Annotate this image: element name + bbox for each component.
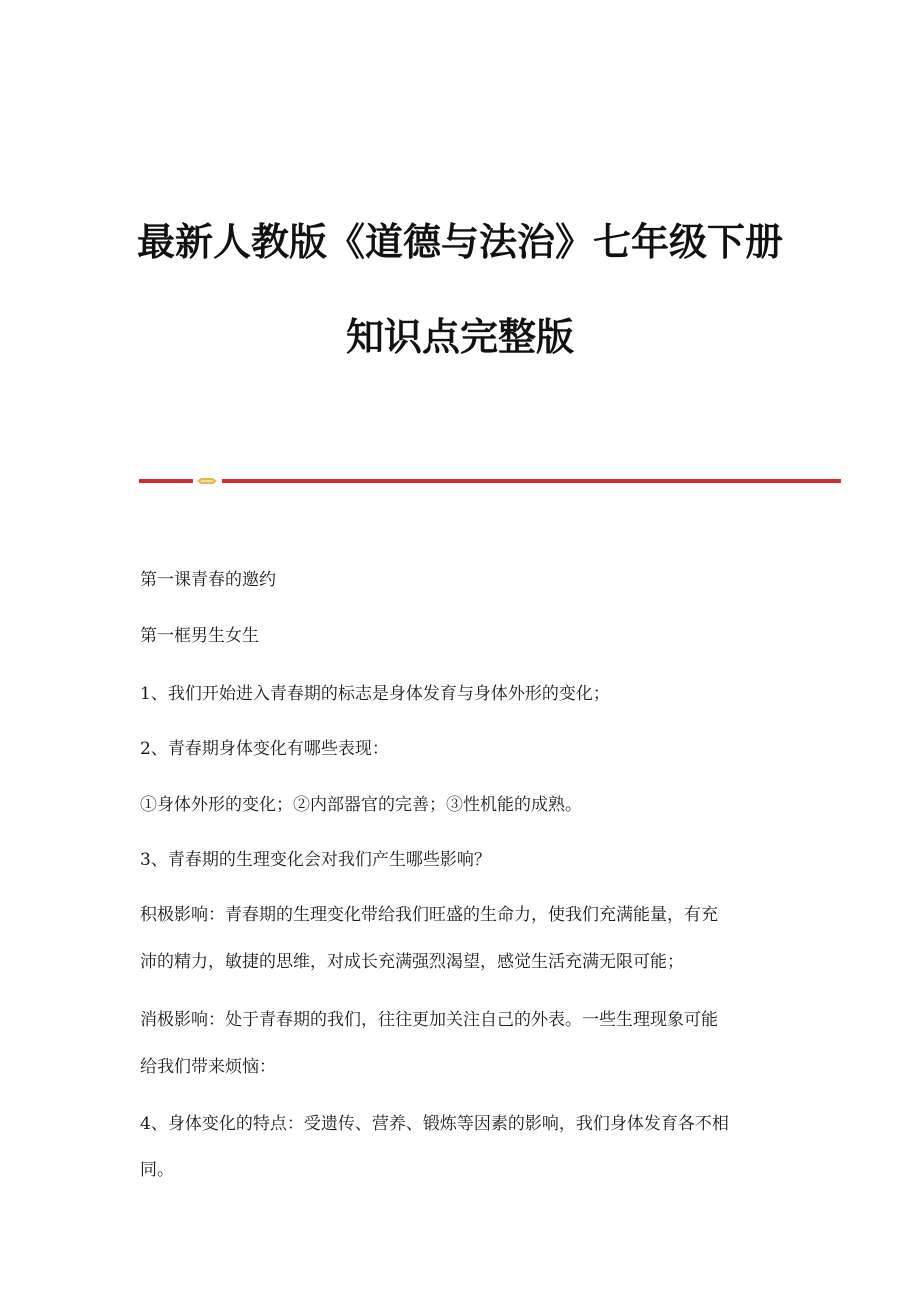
paragraph-line: 消极影响：处于青春期的我们，往往更加关注自己的外表。一些生理现象可能 bbox=[140, 1010, 718, 1030]
paragraph-line: 沛的精力，敏捷的思维，对成长充满强烈渴望，感觉生活充满无限可能； bbox=[140, 952, 684, 972]
divider-left-segment bbox=[139, 479, 193, 483]
paragraph-line: 4、身体变化的特点：受遗传、营养、锻炼等因素的影响，我们身体发育各不相 bbox=[140, 1114, 729, 1134]
document-title-line-1: 最新人教版《道德与法治》七年级下册 bbox=[136, 220, 783, 264]
section-heading: 第一框男生女生 bbox=[140, 626, 259, 646]
document-title-line-2: 知识点完整版 bbox=[345, 315, 574, 359]
divider-ornament-icon bbox=[197, 477, 217, 485]
paragraph: 1、我们开始进入青春期的标志是身体发育与身体外形的变化； bbox=[140, 684, 610, 704]
paragraph: 3、青春期的生理变化会对我们产生哪些影响？ bbox=[140, 850, 491, 870]
paragraph-line: 积极影响：青春期的生理变化带给我们旺盛的生命力，使我们充满能量，有充 bbox=[140, 905, 718, 925]
lesson-heading: 第一课青春的邀约 bbox=[140, 570, 276, 590]
paragraph: 2、青春期身体变化有哪些表现： bbox=[140, 739, 389, 759]
paragraph-line: 给我们带来烦恼： bbox=[140, 1057, 276, 1077]
paragraph: ①身体外形的变化；②内部器官的完善；③性机能的成熟。 bbox=[140, 795, 582, 815]
title-divider bbox=[139, 476, 841, 486]
paragraph-line: 同。 bbox=[140, 1160, 174, 1180]
divider-right-segment bbox=[222, 479, 841, 483]
